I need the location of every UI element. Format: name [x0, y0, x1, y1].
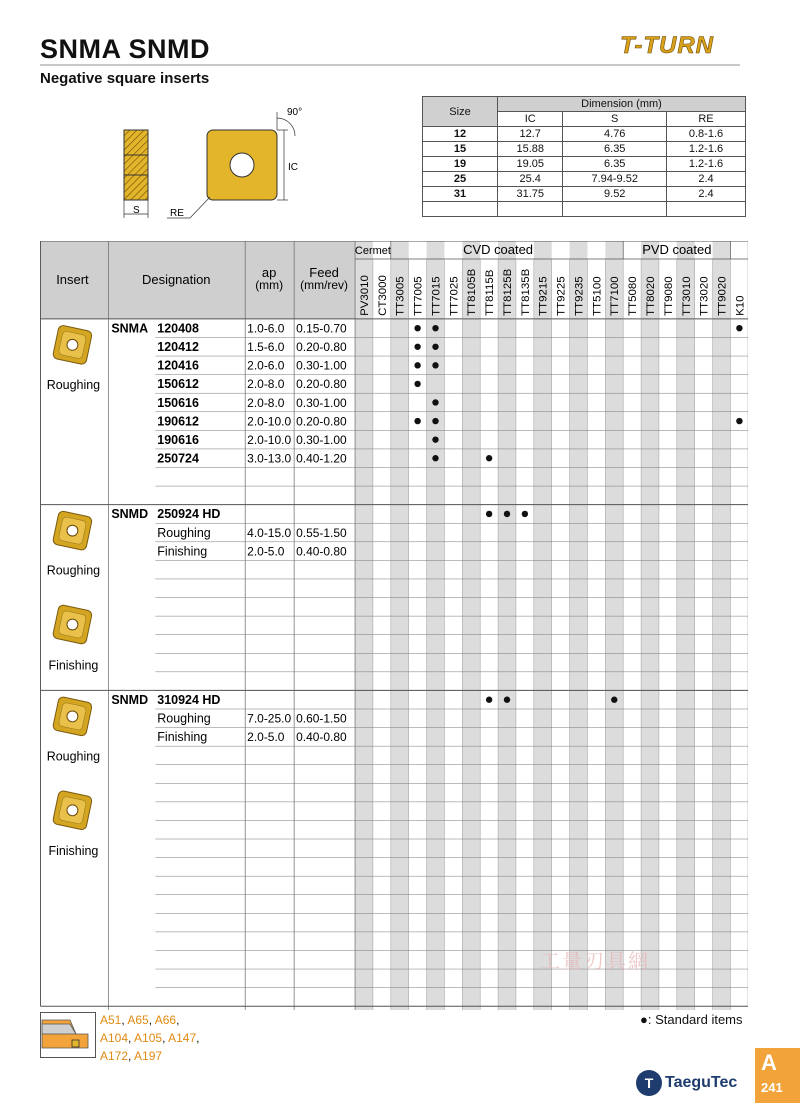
feed-value: 0.30-1.00 [296, 358, 347, 373]
ref-link[interactable]: A65 [127, 1013, 149, 1027]
designation-code: Finishing [157, 544, 208, 559]
standard-item-dot [736, 325, 742, 331]
grade-name: TT5080 [627, 276, 640, 316]
grade-name: K10 [734, 295, 747, 316]
brand-logo: T-TURN [620, 32, 714, 59]
designation-code: 120416 [157, 358, 199, 373]
designation-code: Finishing [157, 730, 208, 745]
grade-name: TT3010 [680, 276, 693, 316]
company-logo [636, 1070, 737, 1096]
dimension-table [422, 96, 746, 217]
size-header: Size [423, 97, 498, 127]
grade-name: TT7005 [412, 276, 425, 316]
ap-value: 2.0-6.0 [247, 358, 285, 373]
grade-name: TT3020 [698, 276, 711, 316]
standard-item-dot [414, 418, 420, 424]
standard-item-dot [486, 455, 492, 461]
standard-item-dot [504, 511, 510, 517]
grade-name: TT8105B [466, 268, 479, 316]
standard-item-dot [432, 455, 438, 461]
feed-value: 0.20-0.80 [296, 340, 347, 355]
grade-table [40, 241, 748, 1010]
standard-item-dot [432, 418, 438, 424]
ref-link[interactable]: A51 [100, 1013, 122, 1027]
grade-name: TT9225 [555, 276, 568, 316]
feed-value: 0.30-1.00 [296, 432, 347, 447]
designation-prefix: SNMA [111, 321, 149, 336]
designation-prefix: SNMD [111, 692, 149, 707]
designation-code: 120412 [157, 340, 199, 355]
grade-name: TT9080 [662, 276, 675, 316]
ref-link[interactable]: A197 [134, 1049, 163, 1063]
grade-name: PV3010 [358, 275, 371, 316]
ap-unit: (mm) [255, 277, 284, 292]
ap-value: 2.0-8.0 [247, 395, 285, 410]
ap-value: 7.0-25.0 [247, 711, 292, 726]
standard-item-dot [736, 418, 742, 424]
col-ic-header: IC [498, 112, 563, 127]
ref-link[interactable]: A172 [100, 1049, 129, 1063]
feed-value: 0.15-0.70 [296, 321, 347, 336]
company-name: TaeguTec [665, 1074, 738, 1092]
designation-code: 250924 HD [157, 507, 221, 522]
insert-usage-label: Roughing [46, 563, 101, 578]
feed-value: 0.20-0.80 [296, 414, 347, 429]
grade-name: TT9215 [537, 276, 550, 316]
section-letter: A [761, 1050, 777, 1075]
grade-name: TT9020 [716, 276, 729, 316]
insert-usage-label: Finishing [48, 844, 99, 859]
insert-usage-label: Roughing [46, 749, 101, 764]
grade-name: TT3005 [394, 276, 407, 316]
dimension-row: 19 19.05 6.35 1.2-1.6 [423, 157, 746, 172]
dimension-row: 15 15.88 6.35 1.2-1.6 [423, 142, 746, 157]
insert-usage-label: Roughing [46, 377, 101, 392]
dimension-group-header: Dimension (mm) [498, 97, 746, 112]
dimension-row: 12 12.7 4.76 0.8-1.6 [423, 127, 746, 142]
dimension-row: 31 31.75 9.52 2.4 [423, 187, 746, 202]
standard-item-dot [414, 325, 420, 331]
ap-value: 2.0-5.0 [247, 730, 285, 745]
feed-value: 0.30-1.00 [296, 395, 347, 410]
designation-code: 150616 [157, 395, 199, 410]
feed-value: 0.40-1.20 [296, 451, 347, 466]
grade-name: CT3000 [376, 275, 389, 316]
insert-image [52, 510, 92, 550]
cermet-group-header: Cermet [354, 244, 391, 257]
insert-diagram [110, 100, 330, 230]
ref-link[interactable]: A147 [168, 1031, 197, 1045]
top-view [167, 112, 295, 218]
ref-link[interactable]: A66 [154, 1013, 177, 1027]
insert-image [52, 604, 92, 644]
standard-item-dot [414, 362, 420, 368]
grade-name: TT7100 [609, 276, 622, 316]
designation-code: 190612 [157, 414, 199, 429]
ap-value: 2.0-10.0 [247, 414, 292, 429]
feed-value: 0.40-0.80 [296, 544, 347, 559]
designation-code: 120408 [157, 321, 199, 336]
ic-dimension-label: IC [288, 162, 298, 173]
standard-item-dot [432, 344, 438, 350]
standard-item-dot [611, 697, 617, 703]
ap-value: 1.5-6.0 [247, 340, 285, 355]
dimension-row: 25 25.4 7.94-9.52 2.4 [423, 172, 746, 187]
designation-code: 250724 [157, 451, 199, 466]
insert-image [52, 325, 92, 365]
standard-item-dot [504, 697, 510, 703]
designation-code: 150612 [157, 377, 199, 392]
feed-value: 0.20-0.80 [296, 377, 347, 392]
standard-item-dot [486, 511, 492, 517]
ap-value: 2.0-5.0 [247, 544, 285, 559]
grade-name: TT8115B [484, 269, 497, 316]
cvd-group-header: CVD coated [463, 241, 534, 257]
taegutec-logo-icon: T [636, 1070, 662, 1096]
feed-value: 0.60-1.50 [296, 711, 347, 726]
standard-item-dot [414, 344, 420, 350]
grade-name: TT7025 [448, 276, 461, 316]
grade-name: TT7015 [430, 276, 443, 316]
standard-item-dot [432, 325, 438, 331]
designation-prefix: SNMD [111, 507, 149, 522]
standard-item-dot [432, 362, 438, 368]
feed-header: Feed [309, 264, 339, 280]
grade-name: TT5100 [591, 276, 604, 316]
page-subtitle: Negative square inserts [40, 70, 210, 87]
standard-item-dot [432, 399, 438, 405]
pvd-group-header: PVD coated [642, 241, 712, 257]
insert-image [52, 790, 92, 830]
designation-code: 190616 [157, 432, 199, 447]
ap-header: ap [261, 264, 277, 280]
insert-image [52, 696, 92, 736]
standard-items-legend: ●: Standard items [640, 1012, 743, 1027]
col-re-header: RE [667, 112, 746, 127]
title-divider [40, 64, 740, 66]
ap-value: 1.0-6.0 [247, 321, 285, 336]
ap-value: 4.0-15.0 [247, 525, 292, 540]
grade-name: TT9235 [573, 276, 586, 316]
grade-name: TT8135B [519, 268, 532, 316]
designation-code: 310924 HD [157, 692, 221, 707]
ap-value: 3.0-13.0 [247, 451, 292, 466]
page-title: SNMA SNMD [40, 34, 210, 64]
re-dimension-label: RE [170, 208, 184, 219]
watermark: 工量刃具網 [540, 951, 650, 973]
page-references: A51, A65, A66, A104, A105, A147, A172, A197 [100, 1013, 200, 1063]
feed-value: 0.40-0.80 [296, 730, 347, 745]
angle-label: 90° [287, 107, 303, 118]
standard-item-dot [522, 511, 528, 517]
grade-name: TT8125B [501, 268, 514, 316]
standard-item-dot [486, 697, 492, 703]
ap-value: 2.0-8.0 [247, 377, 285, 392]
feed-unit: (mm/rev) [300, 277, 349, 292]
ap-value: 2.0-10.0 [247, 432, 292, 447]
col-s-header: S [563, 112, 667, 127]
designation-code: Roughing [157, 525, 211, 540]
page-number: 241 [761, 1080, 783, 1095]
section-tab[interactable] [755, 1048, 800, 1103]
insert-header: Insert [56, 271, 89, 287]
designation-header: Designation [142, 271, 211, 287]
grade-name: TT8020 [645, 276, 658, 316]
dimension-row [423, 202, 746, 217]
standard-item-dot [432, 436, 438, 442]
reference-icon [40, 1012, 96, 1058]
s-dimension-label: S [133, 205, 140, 216]
feed-value: 0.55-1.50 [296, 525, 347, 540]
ref-link[interactable]: A104 [100, 1031, 129, 1045]
standard-item-dot [414, 381, 420, 387]
designation-code: Roughing [157, 711, 211, 726]
insert-usage-label: Finishing [48, 658, 99, 673]
ref-link[interactable]: A105 [134, 1031, 163, 1045]
